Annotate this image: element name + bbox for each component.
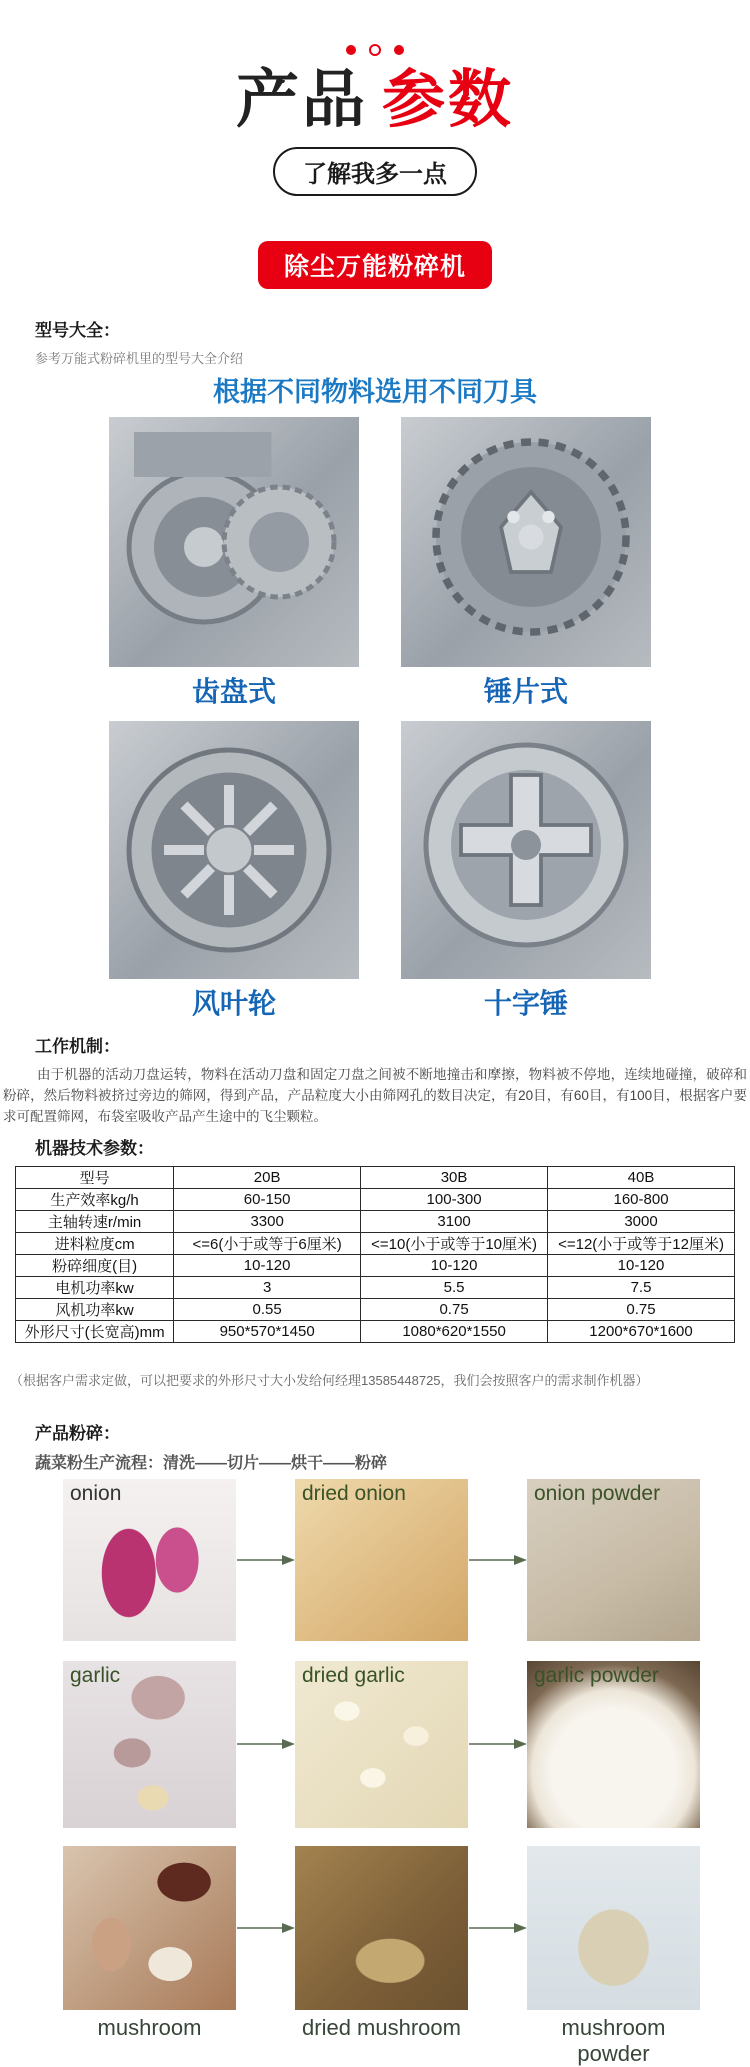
dried-mushroom-cell bbox=[295, 1846, 468, 2067]
process-row-onion bbox=[63, 1479, 750, 1641]
onion-powder-label: onion powder bbox=[534, 1481, 661, 1505]
know-more-pill[interactable]: 了解我多一点 bbox=[273, 147, 477, 196]
dot-filled-icon bbox=[346, 45, 356, 55]
arrow-right-icon bbox=[469, 1922, 527, 1934]
specs-cell: 950*570*1450 bbox=[174, 1320, 361, 1342]
process-row-mushroom bbox=[63, 1846, 750, 2067]
specs-cell: 0.75 bbox=[361, 1298, 548, 1320]
blade-label: 齿盘式 bbox=[191, 675, 276, 707]
specs-row-capacity bbox=[16, 1188, 735, 1210]
mushroom-powder-image bbox=[527, 1846, 700, 2010]
custom-order-note: （根据客户需求定做，可以把要求的外形尺寸大小发给何经理13585448725，我们会按照客户的需求制作机器） bbox=[10, 1372, 649, 1388]
process-flow-line: 蔬菜粉生产流程：清洗——切片——烘干——粉碎 bbox=[35, 1454, 388, 1472]
specs-cell: 160-800 bbox=[548, 1188, 735, 1210]
specs-table bbox=[15, 1166, 735, 1343]
specs-cell: 0.55 bbox=[174, 1298, 361, 1320]
specs-cell: 10-120 bbox=[548, 1254, 735, 1276]
process-arrow bbox=[236, 1661, 295, 1828]
disc-cutter-icon bbox=[109, 417, 359, 667]
dried-onion-image bbox=[295, 1479, 468, 1641]
mechanism-heading: 工作机制： bbox=[35, 1036, 120, 1056]
hammer-plate-image bbox=[401, 417, 651, 667]
onion-label: onion bbox=[70, 1481, 122, 1505]
garlic-powder-label: garlic powder bbox=[534, 1663, 659, 1687]
arrow-right-icon bbox=[469, 1738, 527, 1750]
specs-cell: 0.75 bbox=[548, 1298, 735, 1320]
process-arrow bbox=[468, 1661, 527, 1828]
process-arrow bbox=[468, 1846, 527, 2010]
cross-hammer-image bbox=[401, 721, 651, 979]
specs-cell: 60-150 bbox=[174, 1188, 361, 1210]
arrow-right-icon bbox=[237, 1554, 295, 1566]
page-title bbox=[0, 66, 750, 135]
mushroom-image bbox=[63, 1846, 236, 2010]
specs-cell: 3000 bbox=[548, 1210, 735, 1232]
dot-filled-icon bbox=[394, 45, 404, 55]
blade-selection-heading: 根据不同物料选用不同刀具 bbox=[213, 377, 537, 408]
specs-cell: 进料粒度cm bbox=[16, 1232, 174, 1254]
toothed-disc-image bbox=[109, 417, 359, 667]
specs-cell: 电机功率kw bbox=[16, 1276, 174, 1298]
specs-cell: <=10(小于或等于10厘米) bbox=[361, 1232, 548, 1254]
specs-cell: <=6(小于或等于6厘米) bbox=[174, 1232, 361, 1254]
dried-garlic-image bbox=[295, 1661, 468, 1828]
specs-header-cell: 型号 bbox=[16, 1166, 174, 1188]
blade-card-fan-wheel bbox=[109, 721, 359, 1024]
specs-header-row bbox=[16, 1166, 735, 1188]
specs-row-feed-size bbox=[16, 1232, 735, 1254]
garlic-powder-image bbox=[527, 1661, 700, 1828]
process-arrow bbox=[236, 1846, 295, 2010]
specs-header-cell: 20B bbox=[174, 1166, 361, 1188]
model-section-description: 参考万能式粉碎机里的型号大全介绍 bbox=[35, 351, 244, 367]
product-name-button[interactable]: 除尘万能粉碎机 bbox=[258, 241, 492, 289]
fan-wheel-icon bbox=[109, 721, 359, 979]
specs-row-motor-power bbox=[16, 1276, 735, 1298]
blade-card-cross-hammer bbox=[401, 721, 651, 1024]
onion-image bbox=[63, 1479, 236, 1641]
cross-hammer-icon bbox=[401, 721, 651, 979]
mushroom-powder-label: mushroom powder bbox=[561, 2014, 666, 2066]
blade-grid-row-2 bbox=[109, 721, 750, 1024]
blade-label: 十字锤 bbox=[483, 987, 568, 1019]
blade-card-toothed-disc bbox=[109, 417, 359, 712]
specs-cell: 外形尺寸(长宽高)mm bbox=[16, 1320, 174, 1342]
specs-cell: 3300 bbox=[174, 1210, 361, 1232]
process-arrow bbox=[468, 1479, 527, 1641]
dried-mushroom-image bbox=[295, 1846, 468, 2010]
fan-wheel-image bbox=[109, 721, 359, 979]
specs-cell: 100-300 bbox=[361, 1188, 548, 1210]
mushroom-label: mushroom bbox=[97, 2014, 202, 2040]
mushroom-powder-cell bbox=[527, 1846, 700, 2067]
arrow-right-icon bbox=[237, 1738, 295, 1750]
dot-ring-icon bbox=[369, 44, 381, 56]
specs-cell: 5.5 bbox=[361, 1276, 548, 1298]
arrow-right-icon bbox=[237, 1922, 295, 1934]
specs-cell: 3100 bbox=[361, 1210, 548, 1232]
specs-cell: 生产效率kg/h bbox=[16, 1188, 174, 1210]
specs-cell: 3 bbox=[174, 1276, 361, 1298]
blade-grid-row-1 bbox=[109, 417, 750, 712]
arrow-right-icon bbox=[469, 1554, 527, 1566]
specs-cell: 1080*620*1550 bbox=[361, 1320, 548, 1342]
specs-heading: 机器技术参数： bbox=[35, 1138, 154, 1158]
onion-powder-image bbox=[527, 1479, 700, 1641]
specs-row-spindle-speed bbox=[16, 1210, 735, 1232]
dried-onion-label: dried onion bbox=[302, 1481, 406, 1505]
specs-row-dimensions bbox=[16, 1320, 735, 1342]
specs-cell: 7.5 bbox=[548, 1276, 735, 1298]
specs-cell: 粉碎细度(目) bbox=[16, 1254, 174, 1276]
page-title-black: 产品 bbox=[236, 65, 368, 135]
specs-header-cell: 40B bbox=[548, 1166, 735, 1188]
process-arrow bbox=[236, 1479, 295, 1641]
dried-mushroom-label: dried mushroom bbox=[302, 2014, 461, 2040]
specs-cell: 主轴转速r/min bbox=[16, 1210, 174, 1232]
gear-icon bbox=[401, 417, 651, 667]
specs-cell: 1200*670*1600 bbox=[548, 1320, 735, 1342]
specs-row-fan-power bbox=[16, 1298, 735, 1320]
garlic-label: garlic bbox=[70, 1663, 121, 1687]
dried-garlic-label: dried garlic bbox=[302, 1663, 405, 1687]
garlic-image bbox=[63, 1661, 236, 1828]
specs-cell: 10-120 bbox=[174, 1254, 361, 1276]
specs-header-cell: 30B bbox=[361, 1166, 548, 1188]
page-title-red: 参数 bbox=[382, 65, 514, 135]
decor-dots bbox=[0, 0, 750, 56]
mushroom-cell bbox=[63, 1846, 236, 2067]
specs-row-fineness bbox=[16, 1254, 735, 1276]
specs-cell: 10-120 bbox=[361, 1254, 548, 1276]
model-section-heading: 型号大全： bbox=[35, 321, 120, 341]
blade-label: 风叶轮 bbox=[191, 987, 276, 1019]
process-row-garlic bbox=[63, 1661, 750, 1828]
blade-card-hammer-plate bbox=[401, 417, 651, 712]
mechanism-paragraph: 由于机器的活动刀盘运转，物料在活动刀盘和固定刀盘之间被不断地撞击和摩擦，物料被不停地，连续地碰撞，破碎和粉碎，然后物料被挤过旁边的筛网，得到产品，产品粒度大小由筛网孔的数目决定，有20目，有60目，有100目，根据客户要求可配置筛网，布袋室吸收产品产生途中的飞尘颗粒。 bbox=[3, 1066, 747, 1124]
blade-label: 锤片式 bbox=[483, 675, 568, 707]
specs-cell: 风机功率kw bbox=[16, 1298, 174, 1320]
specs-cell: <=12(小于或等于12厘米) bbox=[548, 1232, 735, 1254]
process-heading: 产品粉碎： bbox=[35, 1423, 120, 1443]
